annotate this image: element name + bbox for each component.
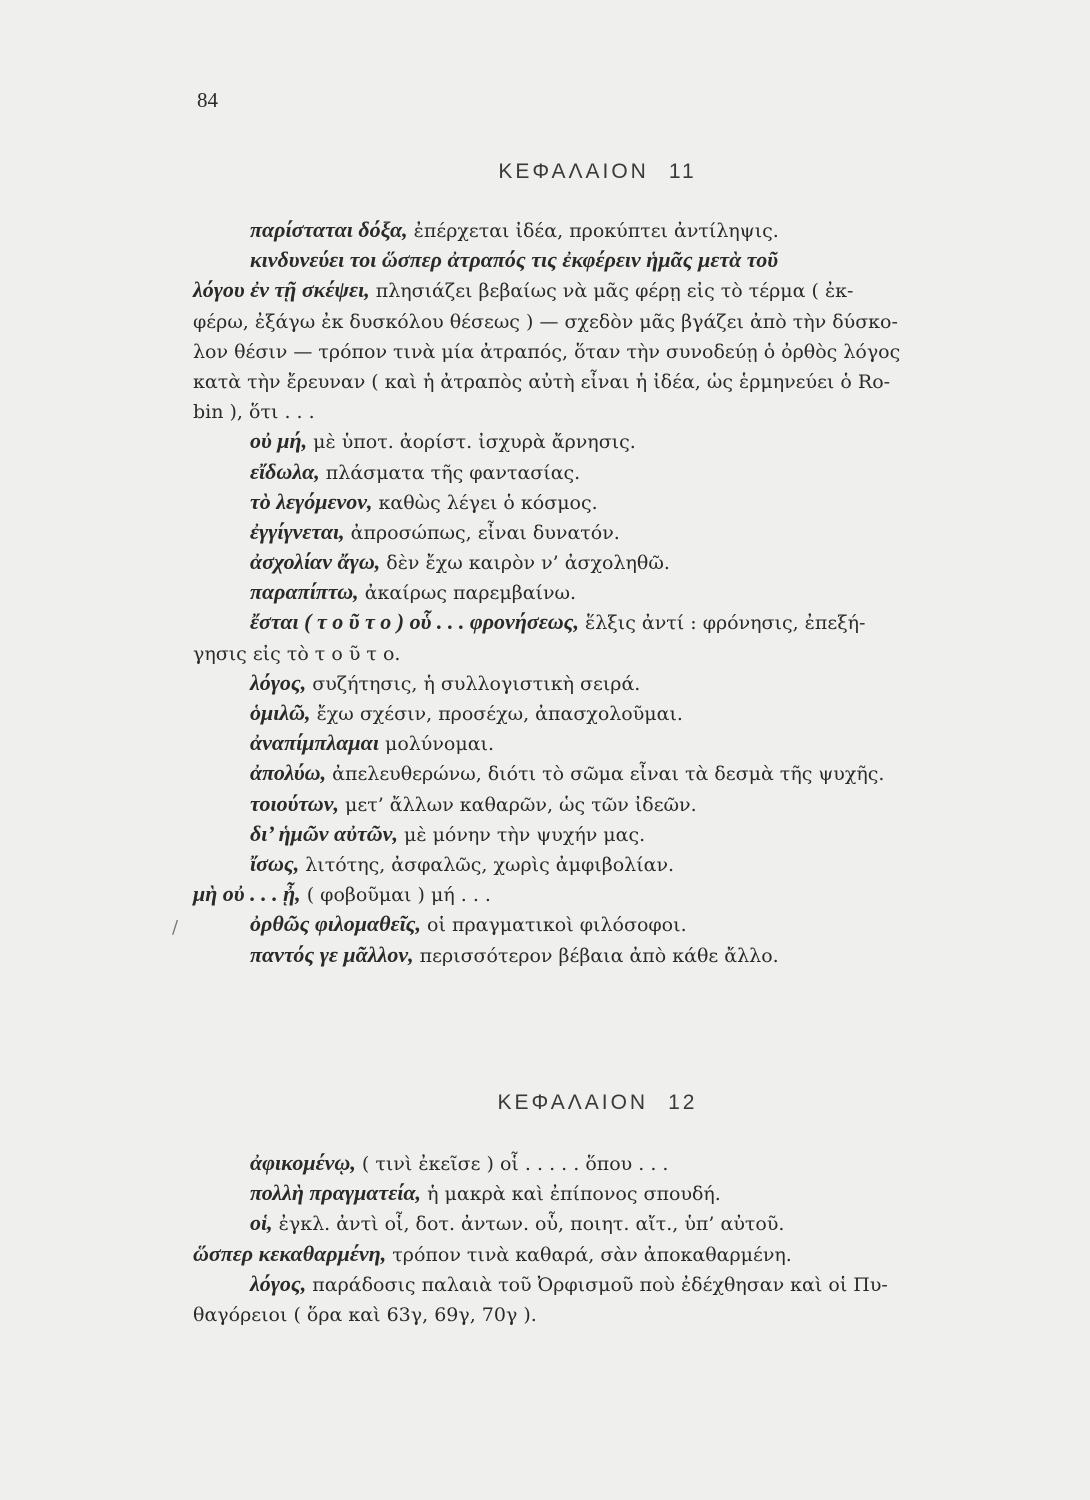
entry-term: κινδυνεύει τοι ὥσπερ ἀτραπός τις ἐκφέρειν ἡμᾶς μετὰ τοῦ bbox=[250, 247, 779, 273]
entry-line bbox=[193, 1239, 1013, 1269]
entry-line bbox=[193, 819, 1013, 849]
entry-gloss: ( φοβοῦμαι ) μή . . . bbox=[300, 884, 491, 907]
entry-line bbox=[193, 426, 1013, 456]
entry-line bbox=[193, 396, 1013, 426]
entry-line bbox=[193, 789, 1013, 819]
entry-gloss: λον θέσιν — τρόπον τινὰ μία ἀτραπός, ὅταν τὴν συνοδεύῃ ὁ ὀρθὸς λόγος bbox=[193, 340, 901, 363]
entry-line bbox=[193, 577, 1013, 607]
entry-line bbox=[193, 758, 1013, 788]
entry-gloss: μετ’ ἄλλων καθαρῶν, ὡς τῶν ἰδεῶν. bbox=[338, 793, 697, 816]
entry-gloss: bin ), ὅτι . . . bbox=[193, 401, 315, 424]
entry-term: ἐγγίγνεται, bbox=[250, 518, 345, 544]
entry-line bbox=[193, 306, 1013, 336]
entry-gloss: θαγόρειοι ( ὅρα καὶ 63γ, 69γ, 70γ ). bbox=[193, 1303, 537, 1326]
entry-term: μὴ οὐ . . . ᾖ, bbox=[193, 881, 301, 907]
entry-line bbox=[193, 336, 1013, 366]
entry-line bbox=[193, 517, 1013, 547]
entry-line bbox=[193, 638, 1013, 668]
entry-term: ἔσται ( τ ο ῦ τ ο ) οὗ . . . φρονήσεως, bbox=[250, 609, 579, 635]
entry-gloss: λιτότης, ἀσφαλῶς, χωρὶς ἀμφιβολίαν. bbox=[299, 853, 675, 876]
entry-gloss: μὲ ὑποτ. ἀορίστ. ἰσχυρὰ ἄρνησις. bbox=[307, 431, 636, 454]
chapter-number: 11 bbox=[668, 160, 697, 183]
entry-line bbox=[193, 698, 1013, 728]
chapter-title: ΚΕΦΑΛΑΙΟΝ bbox=[497, 1091, 649, 1114]
entry-gloss: παράδοσις παλαιὰ τοῦ Ὀρφισμοῦ ποὺ ἐδέχθησαν καὶ οἱ Πυ- bbox=[306, 1273, 888, 1296]
entry-term: δι’ ἡμῶν αὐτῶν, bbox=[250, 820, 398, 846]
entry-line bbox=[193, 940, 1013, 970]
entry-term: παραπίπτω, bbox=[250, 579, 359, 605]
entry-line bbox=[193, 1208, 1013, 1238]
entry-term: πολλὴ πραγματεία, bbox=[250, 1180, 422, 1206]
entry-line bbox=[193, 366, 1013, 396]
entry-line bbox=[193, 668, 1013, 698]
chapter-heading-11 bbox=[0, 160, 1090, 184]
chapter-12-commentary bbox=[193, 1148, 1013, 1329]
entry-line bbox=[193, 607, 1013, 637]
entry-term: ἴσως, bbox=[250, 850, 300, 876]
entry-term: ὁμιλῶ, bbox=[250, 700, 311, 725]
entry-gloss: ἔχω σχέσιν, προσέχω, ἀπασχολοῦμαι. bbox=[310, 703, 683, 725]
entry-line bbox=[193, 1299, 1013, 1329]
entry-term: ἀφικομένῳ, bbox=[250, 1150, 356, 1175]
chapter-number: 12 bbox=[668, 1091, 698, 1114]
entry-line bbox=[193, 275, 1013, 305]
entry-line bbox=[193, 547, 1013, 577]
entry-gloss: μολύνομαι. bbox=[378, 733, 495, 756]
entry-gloss: ἀπελευθερώνω, διότι τὸ σῶμα εἶναι τὰ δεσμὰ τῆς ψυχῆς. bbox=[326, 763, 885, 786]
entry-gloss: καθὼς λέγει ὁ κόσμος. bbox=[372, 491, 598, 514]
entry-term: λόγος, bbox=[250, 669, 307, 695]
entry-line bbox=[193, 849, 1013, 879]
chapter-title: ΚΕΦΑΛΑΙΟΝ bbox=[498, 160, 649, 183]
entry-gloss: φέρω, ἐξάγω ἐκ δυσκόλου θέσεως ) — σχεδὸν μᾶς βγάζει ἀπὸ τὴν δύσκο- bbox=[193, 310, 898, 333]
entry-term: οἱ, bbox=[250, 1210, 273, 1236]
entry-line bbox=[193, 245, 1013, 275]
page-number: 84 bbox=[197, 88, 218, 112]
entry-gloss: πλάσματα τῆς φαντασίας. bbox=[319, 461, 581, 484]
margin-mark: / bbox=[172, 917, 179, 938]
entry-term: ἀναπίμπλαμαι bbox=[250, 730, 379, 756]
chapter-11-commentary bbox=[193, 215, 1013, 970]
entry-term: τὸ λεγόμενον, bbox=[250, 488, 373, 514]
entry-line bbox=[193, 909, 1013, 939]
entry-gloss: οἱ πραγματικοὶ φιλόσοφοι. bbox=[420, 914, 687, 937]
entry-line bbox=[193, 215, 1013, 245]
entry-gloss: ἕλξις ἀντί : φρόνησις, ἐπεξή- bbox=[579, 612, 866, 635]
entry-term: παντός γε μᾶλλον, bbox=[250, 941, 414, 967]
chapter-heading-12 bbox=[0, 1091, 1090, 1115]
entry-term: ἀσχολίαν ἄγω, bbox=[250, 549, 381, 575]
entry-gloss: συζήτησις, ἡ συλλογιστικὴ σειρά. bbox=[306, 672, 641, 695]
entry-gloss: μὲ μόνην τὴν ψυχήν μας. bbox=[397, 823, 646, 846]
entry-gloss: ( τινὶ ἐκεῖσε ) οἷ . . . . . ὅπου . . . bbox=[355, 1153, 669, 1175]
entry-term: λόγου ἐν τῇ σκέψει, bbox=[193, 277, 370, 303]
entry-term: παρίσταται δόξα, bbox=[250, 217, 408, 242]
entry-gloss: κατὰ τὴν ἔρευναν ( καὶ ἡ ἀτραπὸς αὐτὴ εἶναι ἡ ἰδέα, ὡς ἑρμηνεύει ὁ Ro- bbox=[193, 370, 891, 393]
entry-term: εἴδωλα, bbox=[250, 458, 320, 484]
entry-gloss: ἡ μακρὰ καὶ ἐπίπονος σπουδή. bbox=[421, 1183, 721, 1206]
entry-gloss: ἀπροσώπως, εἶναι δυνατόν. bbox=[344, 521, 620, 544]
entry-gloss: ἀκαίρως παρεμβαίνω. bbox=[358, 582, 577, 605]
entry-line bbox=[193, 728, 1013, 758]
entry-term: ὥσπερ κεκαθαρμένη, bbox=[193, 1240, 387, 1266]
entry-line bbox=[193, 1148, 1013, 1178]
entry-gloss: τρόπον τινὰ καθαρά, σὰν ἀποκαθαρμένη. bbox=[386, 1243, 792, 1266]
entry-line bbox=[193, 1178, 1013, 1208]
entry-gloss: περισσότερον βέβαια ἀπὸ κάθε ἄλλο. bbox=[413, 944, 779, 967]
entry-gloss: ἐπέρχεται ἰδέα, προκύπτει ἀντίληψις. bbox=[407, 220, 779, 242]
entry-line bbox=[193, 1269, 1013, 1299]
entry-gloss: δὲν ἔχω καιρὸν ν’ ἀσχοληθῶ. bbox=[380, 552, 670, 575]
entry-term: ἀπολύω, bbox=[250, 760, 327, 786]
entry-term: οὐ μή, bbox=[250, 428, 308, 454]
entry-line bbox=[193, 487, 1013, 517]
entry-gloss: πλησιάζει βεβαίως νὰ μᾶς φέρῃ εἰς τὸ τέρμα ( ἐκ- bbox=[369, 280, 854, 303]
entry-line bbox=[193, 457, 1013, 487]
entry-term: λόγος, bbox=[250, 1270, 307, 1296]
entry-line bbox=[193, 879, 1013, 909]
entry-gloss: ἐγκλ. ἀντὶ οἷ, δοτ. ἀντων. οὗ, ποιητ. αἴτ., ὑπ’ αὐτοῦ. bbox=[272, 1213, 785, 1236]
entry-term: ὀρθῶς φιλομαθεῖς, bbox=[250, 911, 421, 937]
entry-gloss: γησις εἰς τὸ τ ο ῦ τ ο. bbox=[193, 642, 401, 665]
entry-term: τοιούτων, bbox=[250, 790, 339, 816]
